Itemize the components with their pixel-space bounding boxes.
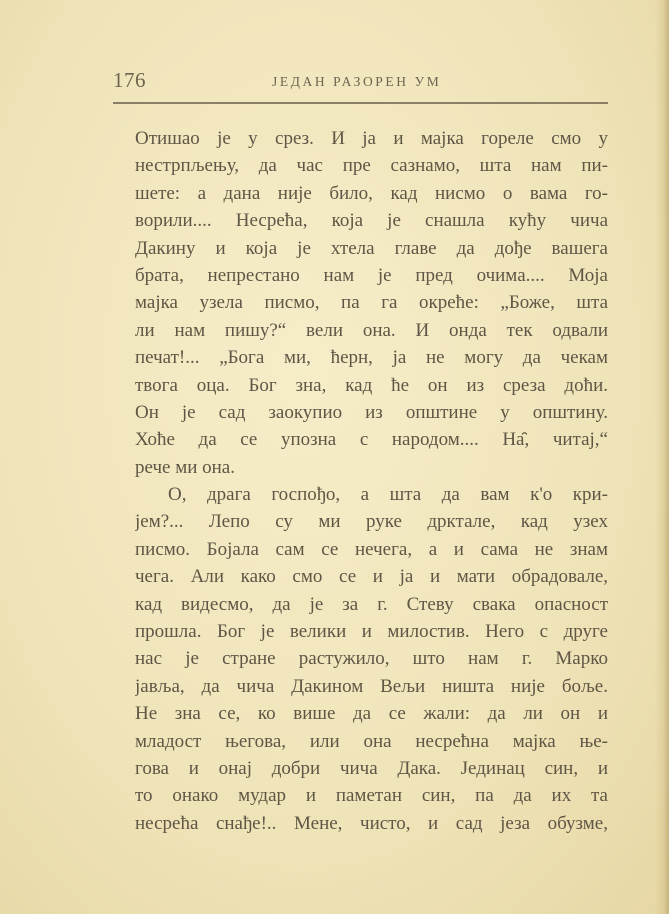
text-line: писмо. Бојала сам се нечега, а и сама не знам xyxy=(135,538,608,560)
text-line: Отишао је у срез. И ја и мајка гореле смо у xyxy=(135,128,608,149)
text-line: нестрпљењу, да час пре сазнамо, шта нам пи- xyxy=(135,155,608,177)
text-line: О, драга госпођо, а шта да вам к'о кри- xyxy=(168,484,608,506)
text-line: ворили.... Несрећа, која је снашла кућу чича xyxy=(135,210,608,232)
text-line: јавља, да чича Дакином Вељи ништа није боље. xyxy=(135,675,608,697)
text-line: то онако мудар и паметан син, па да их та xyxy=(135,785,608,807)
text-line: рече ми она. xyxy=(135,456,235,478)
text-line: печат!... „Бога ми, ћерн, ја не могу да чекам xyxy=(135,347,608,369)
text-line: Дакину и која је хтела главе да дође вашега xyxy=(135,237,608,259)
page-number: 176 xyxy=(113,68,146,92)
text-line: шете: а дана није било, кад нисмо о вама го- xyxy=(135,182,608,204)
running-title: ЈЕДАН РАЗОРЕН УМ xyxy=(272,74,442,89)
header-rule xyxy=(113,102,608,104)
text-line: Хоће да се упозна с народом.... На̑, читај,“ xyxy=(135,429,608,451)
text-line: јем?... Лепо су ми руке дрктале, кад узех xyxy=(135,511,608,533)
text-line: ли нам пишу?“ вели она. И онда тек одвали xyxy=(135,319,608,341)
text-line: Он је сад заокупио из општине у општину. xyxy=(135,401,608,423)
text-line: твога оца. Бог зна, кад ће он из среза доћи. xyxy=(135,374,608,396)
text-line: чега. Али како смо се и ја и мати обрадовале, xyxy=(135,566,608,588)
text-line: младост његова, или она несрећна мајка ње- xyxy=(135,730,608,752)
text-line: мајка узела писмо, па га окреће: „Боже, шта xyxy=(135,292,608,314)
text-line: несрећа снађе!.. Мене, чисто, и сад језа обузме, xyxy=(135,812,608,834)
page-edge-shadow xyxy=(655,0,669,914)
body-text xyxy=(135,125,608,837)
text-line: гова и онај добри чича Дака. Јединац син, и xyxy=(135,757,608,779)
text-line: прошла. Бог је велики и милостив. Него с друге xyxy=(135,621,608,643)
text-line: кад видесмо, да је за г. Стеву свака опасност xyxy=(135,593,608,615)
text-line: брата, непрестано нам је пред очима.... Моја xyxy=(135,264,608,286)
text-line: нас је стране растужило, што нам г. Марко xyxy=(135,648,608,670)
text-line: Не зна се, ко више да се жали: да ли он и xyxy=(135,703,608,725)
